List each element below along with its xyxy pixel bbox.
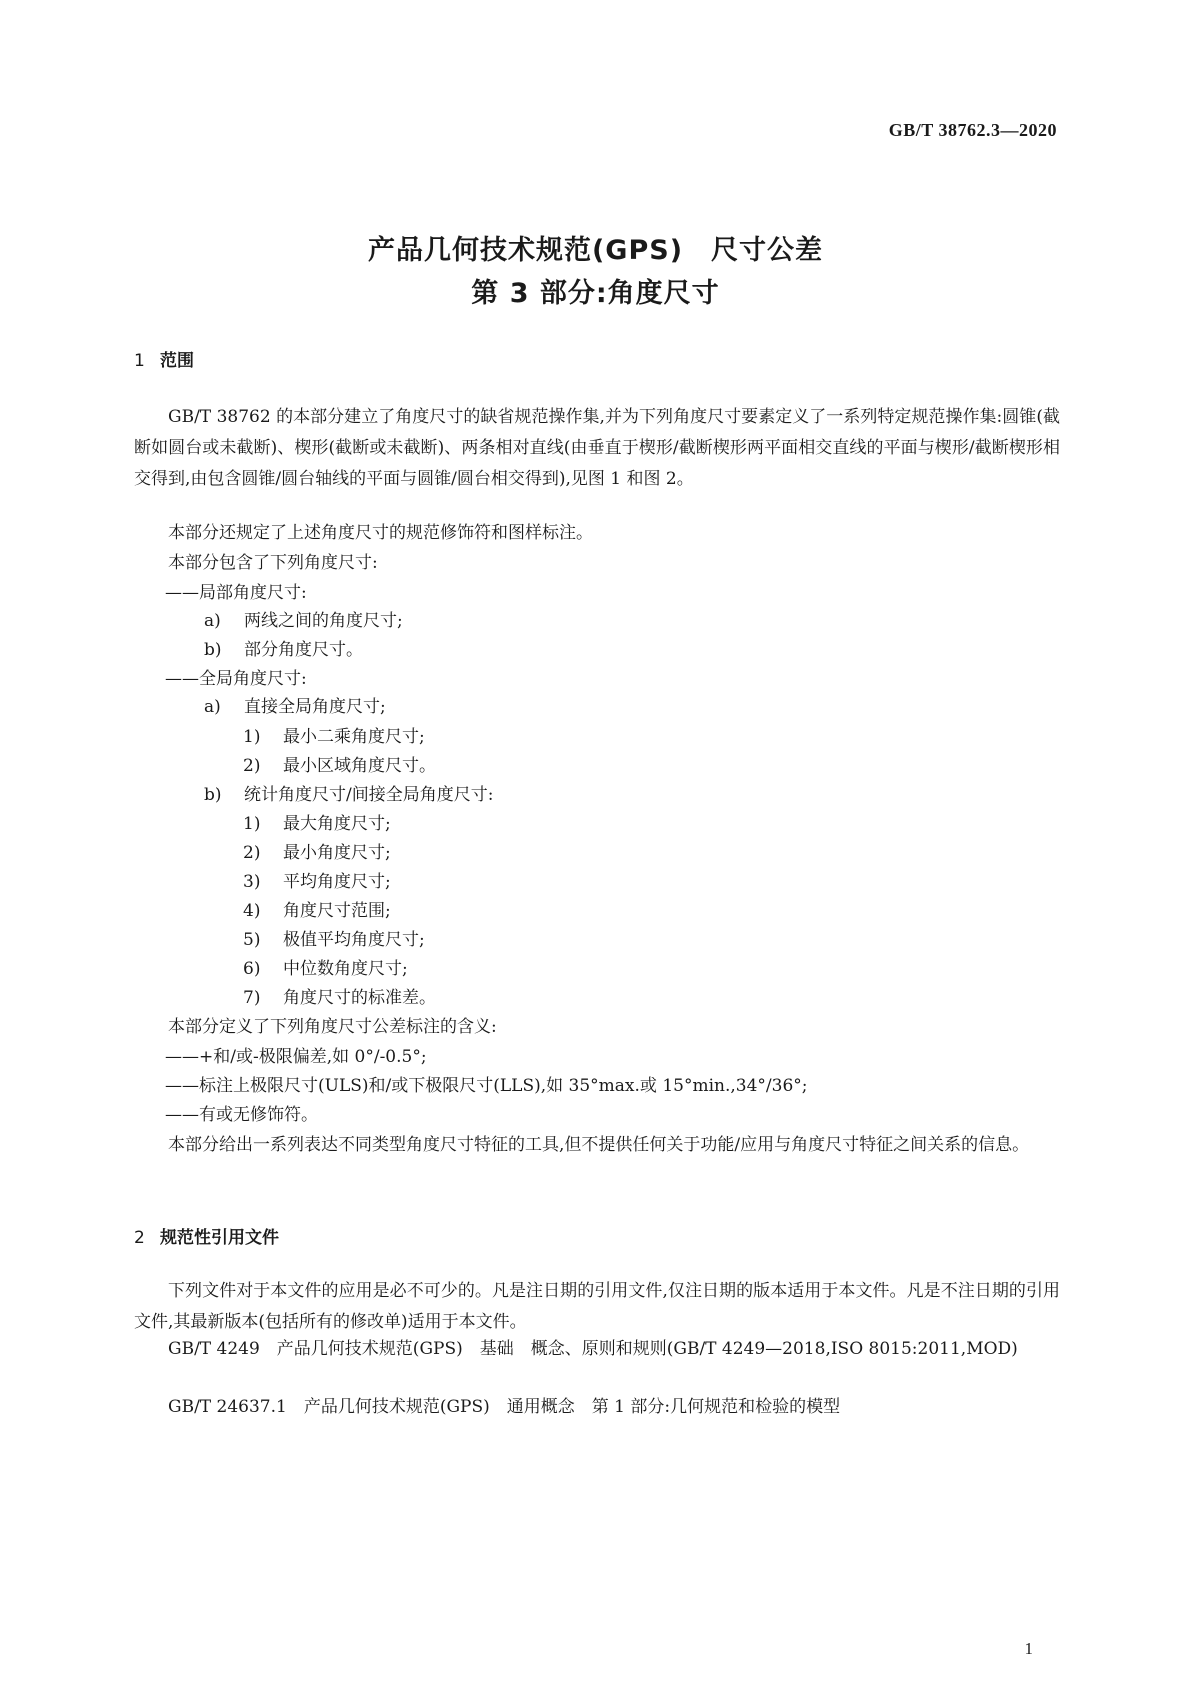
- list-label: 5): [243, 930, 261, 950]
- section-1-paragraph-1: GB/T 38762 的本部分建立了角度尺寸的缺省规范操作集,并为下列角度尺寸要素定义了一系列特定规范操作集:圆锥(截断如圆台或未截断)、楔形(截断或未截断)、两条相对直线(由垂直于楔形/截断楔形两平面相交直线的平面与楔形/截断楔形相交得到,由包含圆锥/圆台轴线的平面与圆锥/圆台相交得到),见图 1 和图 2。: [134, 407, 1060, 489]
- list-text: 最小二乘角度尺寸;: [283, 727, 425, 747]
- list-label: 2): [243, 756, 261, 776]
- document-subtitle: 第 3 部分:角度尺寸: [471, 278, 720, 309]
- list-item: [243, 901, 391, 921]
- section-1-paragraph-4: 本部分定义了下列角度尺寸公差标注的含义:: [168, 1017, 497, 1037]
- list-text: 部分角度尺寸。: [244, 640, 363, 660]
- list-item: [204, 640, 363, 660]
- list-label: 1): [243, 727, 261, 747]
- list-text: 最大角度尺寸;: [283, 814, 391, 834]
- standard-number: GB/T 38762.3—2020: [888, 120, 1057, 140]
- section-1-paragraph-3: 本部分包含了下列角度尺寸:: [168, 553, 378, 573]
- list-dash-global: ——全局角度尺寸:: [165, 669, 307, 689]
- list-text: 统计角度尺寸/间接全局角度尺寸:: [244, 785, 494, 805]
- list-item: [243, 843, 391, 863]
- list-dash: ——标注上极限尺寸(ULS)和/或下极限尺寸(LLS),如 35°max.或 15°min.,34°/36°;: [165, 1076, 808, 1096]
- list-dash: ——+和/或-极限偏差,如 0°/-0.5°;: [165, 1047, 427, 1067]
- list-label: 6): [243, 959, 261, 979]
- list-label: b): [204, 785, 222, 805]
- section-1-heading: [134, 346, 194, 371]
- list-text: 平均角度尺寸;: [283, 872, 391, 892]
- section-2-heading: [134, 1223, 279, 1248]
- list-label: 7): [243, 988, 261, 1008]
- list-item: [243, 727, 425, 747]
- section-1-paragraph-2: 本部分还规定了上述角度尺寸的规范修饰符和图样标注。: [168, 523, 593, 543]
- section-number: 1: [134, 351, 145, 371]
- list-text: 角度尺寸范围;: [283, 901, 391, 921]
- list-label: a): [204, 611, 221, 631]
- list-item: [204, 697, 386, 717]
- list-item: [243, 988, 436, 1008]
- list-item: [243, 959, 408, 979]
- list-label: b): [204, 640, 222, 660]
- section-2-paragraph-1: 下列文件对于本文件的应用是必不可少的。凡是注日期的引用文件,仅注日期的版本适用于本文件。凡是不注日期的引用文件,其最新版本(包括所有的修改单)适用于本文件。: [134, 1281, 1060, 1332]
- normative-reference-1: GB/T 4249 产品几何技术规范(GPS) 基础 概念、原则和规则(GB/T 4249—2018,ISO 8015:2011,MOD): [168, 1339, 1018, 1359]
- list-text: 中位数角度尺寸;: [283, 959, 408, 979]
- list-item: [243, 756, 436, 776]
- list-text: 最小区域角度尺寸。: [283, 756, 436, 776]
- list-label: 1): [243, 814, 261, 834]
- list-label: 4): [243, 901, 261, 921]
- list-item: [204, 611, 403, 631]
- section-1-paragraph-5: 本部分给出一系列表达不同类型角度尺寸特征的工具,但不提供任何关于功能/应用与角度尺寸特征之间关系的信息。: [168, 1135, 1030, 1155]
- page-number: 1: [1024, 1639, 1033, 1658]
- normative-reference-2: GB/T 24637.1 产品几何技术规范(GPS) 通用概念 第 1 部分:几何规范和检验的模型: [168, 1397, 841, 1417]
- list-text: 最小角度尺寸;: [283, 843, 391, 863]
- list-text: 角度尺寸的标准差。: [283, 988, 436, 1008]
- section-title: 范围: [160, 351, 194, 371]
- list-label: a): [204, 697, 221, 717]
- list-label: 3): [243, 872, 261, 892]
- document-title: 产品几何技术规范(GPS) 尺寸公差: [367, 235, 824, 266]
- list-item: [243, 814, 391, 834]
- list-text: 两线之间的角度尺寸;: [244, 611, 403, 631]
- list-text: 极值平均角度尺寸;: [283, 930, 425, 950]
- list-item: [243, 930, 425, 950]
- list-label: 2): [243, 843, 261, 863]
- section-title: 规范性引用文件: [160, 1228, 279, 1248]
- list-dash: ——有或无修饰符。: [165, 1105, 318, 1125]
- list-item: [243, 872, 391, 892]
- list-text: 直接全局角度尺寸;: [244, 697, 386, 717]
- section-number: 2: [134, 1228, 145, 1248]
- list-dash-local: ——局部角度尺寸:: [165, 583, 307, 603]
- list-item: [204, 785, 493, 805]
